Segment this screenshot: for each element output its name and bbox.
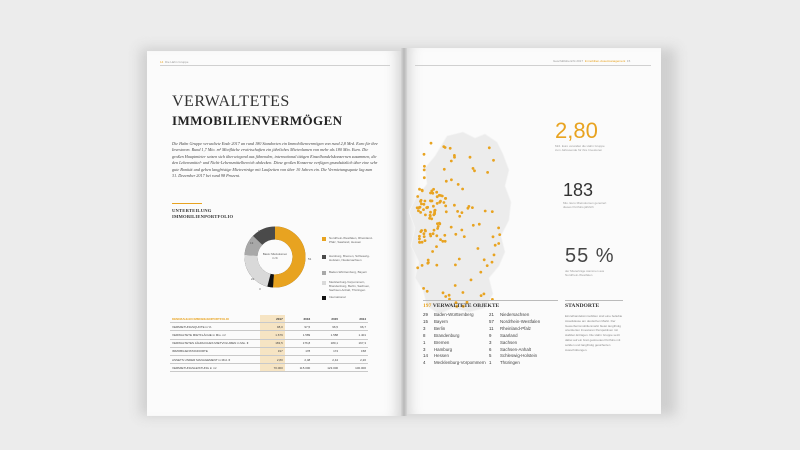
table-cell: 70.000: [260, 364, 285, 372]
location-dot: [438, 222, 441, 225]
location-dot: [461, 211, 464, 214]
list-item: 57 Nordrhein-Westfalen: [489, 318, 541, 324]
location-dot: [424, 200, 427, 203]
location-dot: [424, 214, 427, 217]
table-cell: 2,20: [340, 355, 368, 363]
table-row: [170, 347, 368, 355]
list-item: 8 Brandenburg: [423, 332, 460, 338]
location-dot: [472, 167, 475, 170]
table-cell: 1.401: [340, 331, 368, 339]
location-dot: [444, 197, 447, 200]
location-dot: [416, 266, 419, 269]
location-dot: [420, 199, 423, 202]
location-dot: [450, 178, 453, 181]
legend-item-5: International: [329, 295, 346, 299]
location-dot: [445, 180, 448, 183]
location-dot: [443, 234, 446, 237]
location-dot: [437, 225, 440, 228]
location-dot: [462, 291, 465, 294]
location-dot: [422, 287, 425, 290]
legend-item-4: Mecklenburg-Vorpommern, Brandenburg, Berlin, Sachsen, Sachsen-Anhalt, Thüringen: [329, 280, 370, 292]
table-row: [170, 364, 368, 372]
location-dot: [469, 156, 472, 159]
location-dot: [433, 229, 436, 232]
table-cell: 98,0: [260, 323, 285, 331]
location-dot: [418, 241, 421, 244]
standorte-heading: STANDORTE: [565, 303, 600, 309]
standorte-rule: [565, 300, 623, 301]
legend-swatch-5: [322, 296, 326, 300]
location-dot: [431, 250, 434, 253]
table-cell: 1.679: [260, 331, 285, 339]
objects-list-left: [423, 312, 486, 367]
stat-nrw-caption: der Mieterträge stammen aus Nordrhein-Westfalen: [565, 269, 605, 277]
location-dot: [449, 147, 452, 150]
germany-locations-map: [405, 128, 515, 328]
location-dot: [457, 183, 460, 186]
location-dot: [463, 235, 466, 238]
location-dot: [479, 271, 482, 274]
location-dot: [422, 208, 425, 211]
table-header-2016: 2016: [285, 315, 312, 323]
table-cell: 167,3: [340, 339, 368, 347]
table-row: [170, 355, 368, 363]
location-dot: [416, 195, 419, 198]
table-cell: 2,80: [260, 355, 285, 363]
stat-nrw-value: 55 %: [565, 245, 615, 267]
list-item: 29 Baden-Württemberg: [423, 312, 474, 317]
list-item: 3 Berlin: [423, 325, 446, 331]
list-item: 15 Bayern: [423, 318, 448, 324]
table-cell: VERWALTETES JÄHRLICHES MIETVOLUMEN in Mio. €: [170, 339, 260, 347]
location-dot: [436, 202, 439, 205]
legend-swatch-2: [322, 255, 326, 259]
location-dot: [486, 264, 489, 267]
table-cell: 2,44: [312, 355, 340, 363]
location-dot: [439, 238, 442, 241]
page-title-line1: VERWALTETES: [172, 93, 290, 110]
location-dot: [471, 206, 474, 209]
location-dot: [456, 210, 459, 213]
list-item: 21 Niedersachsen: [489, 312, 530, 317]
location-dot: [418, 238, 421, 241]
list-item: 5 Schleswig-Holstein: [489, 353, 538, 359]
table-cell: 180,1: [312, 339, 340, 347]
donut-label-51: 51: [308, 257, 312, 261]
list-item: 6 Sachsen-Anhalt: [489, 346, 531, 352]
table-header-2015: 2015: [312, 315, 340, 323]
location-dot: [458, 215, 461, 218]
location-dot: [480, 294, 483, 297]
location-dot: [492, 159, 495, 162]
location-dot: [470, 279, 473, 282]
location-dot: [426, 290, 429, 293]
location-dot: [427, 261, 430, 264]
table-cell: ASSETS UNDER MANAGEMENT in Mrd. €: [170, 355, 260, 363]
location-dot: [430, 200, 433, 203]
donut-label-13: 13: [250, 241, 254, 245]
location-dot: [497, 227, 500, 230]
location-dot: [423, 232, 426, 235]
running-head-right: Geschäftsbericht 2017 Immobilien-Assetmanagement 15: [553, 59, 631, 63]
location-dot: [421, 264, 424, 267]
location-dot: [423, 165, 426, 168]
table-header-row: [170, 315, 368, 323]
stat-rent-value: 183: [563, 180, 594, 200]
location-dot: [454, 233, 457, 236]
table-cell: VERMIETUNGSLEISTUNG in m²: [170, 364, 260, 372]
location-dot: [461, 188, 464, 191]
location-dot: [483, 293, 486, 296]
key-figures-table: [170, 315, 368, 372]
list-item: 9 Saarland: [489, 332, 518, 338]
location-dot: [488, 146, 491, 149]
location-dot: [426, 206, 429, 209]
table-cell: 96,7: [340, 323, 368, 331]
location-dot: [491, 210, 494, 213]
location-dot: [442, 291, 445, 294]
location-dot: [441, 240, 444, 243]
list-item: 3 Hamburg: [423, 346, 453, 352]
table-cell: 100.000: [340, 364, 368, 372]
objects-count: 197: [423, 303, 432, 309]
location-dot: [453, 156, 456, 159]
location-dot: [429, 214, 432, 217]
location-dot: [454, 284, 457, 287]
table-cell: 123.000: [312, 364, 340, 372]
location-dot: [445, 210, 448, 213]
legend-item-3: Baden-Württemberg, Bayern: [329, 270, 368, 274]
header-rule: [160, 65, 390, 66]
location-dot: [458, 258, 461, 261]
location-dot: [418, 235, 421, 238]
table-row: [170, 323, 368, 331]
location-dot: [421, 241, 424, 244]
table-cell: VERWALTETE MIETFLÄCHE in Mio. m²: [170, 331, 260, 339]
location-dot: [468, 205, 471, 208]
stat-aum-caption: Mrd. Euro verwaltet die Hahn Gruppe zum Jahresende für ihre Investoren: [555, 144, 605, 152]
location-dot: [433, 212, 436, 215]
location-dot: [427, 259, 430, 262]
legend-swatch-3: [322, 271, 326, 275]
location-dot: [498, 233, 501, 236]
germany-outline: [409, 132, 511, 314]
table-row: [170, 339, 368, 347]
table-cell: VERMIETUNGSQUOTE in %: [170, 323, 260, 331]
location-dot: [444, 295, 447, 298]
location-dot: [497, 242, 500, 245]
table-cell: 2,48: [285, 355, 312, 363]
objects-rule: [423, 300, 558, 301]
section-rule: [172, 203, 202, 204]
location-dot: [450, 226, 453, 229]
location-dot: [424, 229, 427, 232]
location-dot: [473, 169, 476, 172]
location-dot: [483, 258, 486, 261]
location-dot: [419, 211, 422, 214]
list-item: 3 Sachsen: [489, 339, 518, 345]
location-dot: [423, 235, 426, 238]
legend-swatch-4: [322, 281, 326, 285]
table-header-label: KENNZAHLEN IMMOBILIENPORTFOLIO: [170, 315, 260, 323]
location-dot: [443, 201, 446, 204]
legend-item-1: Nordrhein-Westfalen, Rheinland-Pfalz, Saarland, Hessen: [329, 236, 373, 244]
location-dot: [493, 254, 496, 257]
location-dot: [423, 153, 426, 156]
table-header-2017: 2017: [260, 315, 285, 323]
table-row: [170, 331, 368, 339]
table-cell: 97,5: [285, 323, 312, 331]
list-item: 1 Thüringen: [489, 360, 520, 366]
donut-label-11: 11: [258, 229, 262, 233]
table-cell: 176,8: [285, 339, 312, 347]
location-dot: [423, 203, 426, 206]
location-dot: [486, 171, 489, 174]
stat-rent-caption: Mio. Euro Mietvolumen generiert dieses Portfolio jährlich: [563, 201, 607, 209]
location-dot: [492, 235, 495, 238]
location-dot: [417, 209, 420, 212]
location-dot: [454, 264, 457, 267]
list-item: 4 Mecklenburg-Vorpommern: [423, 360, 486, 366]
objects-heading: [423, 303, 499, 309]
location-dot: [494, 244, 497, 247]
list-item: 11 Rheinland-Pfalz: [489, 325, 531, 331]
donut-center-label: [259, 253, 291, 260]
book-gutter: [401, 48, 407, 416]
location-dot: [429, 235, 432, 238]
location-dot: [439, 194, 442, 197]
legend-item-2: Hamburg, Bremen, Schleswig-Holstein, Niedersachsen: [329, 254, 370, 262]
location-dot: [472, 224, 475, 227]
running-head: 14 Die Hahn Gruppe: [160, 60, 189, 64]
table-cell: 1.588: [312, 331, 340, 339]
location-dot: [429, 211, 432, 214]
table-header-2014: 2014: [340, 315, 368, 323]
location-dot: [484, 210, 487, 213]
location-dot: [419, 230, 422, 233]
donut-label-22: 22: [251, 277, 255, 281]
donut-label-3: 3: [259, 287, 261, 291]
location-dot: [448, 294, 451, 297]
location-dot: [418, 188, 421, 191]
location-dot: [432, 232, 435, 235]
location-dot: [444, 146, 447, 149]
location-dot: [435, 234, 438, 237]
stat-aum-value: 2,80: [555, 118, 598, 143]
portfolio-heading-line1: UNTERTEILUNG: [172, 208, 212, 213]
standorte-text: Einzelhandelsimmobilien sind eine beliebte Assetklasse am deutschen Markt. Der Gewerbeimmobilienmarkt bietet langfristig orientierten Investoren Perspektiven mit stabilen Erträgen. Die Hahn Gruppe setzt dabei auf ein breit gestreutes Portfolio mit soliden und langfristig gesicherten Ausschüttungen.: [565, 314, 623, 352]
location-dot: [423, 169, 426, 172]
location-dot: [453, 204, 456, 207]
right-page: [405, 48, 661, 414]
location-dot: [478, 223, 481, 226]
location-dot: [444, 205, 447, 208]
location-dot: [435, 264, 438, 267]
objects-heading-text: VERWALTETE OBJEKTE: [432, 303, 500, 309]
location-dot: [428, 217, 431, 220]
location-dot: [419, 206, 422, 209]
table-cell: 115.000: [285, 364, 312, 372]
table-cell: 158: [340, 347, 368, 355]
table-cell: 178: [285, 347, 312, 355]
table-cell: 1.589: [285, 331, 312, 339]
portfolio-heading-line2: IMMOBILIENPORTFOLIO: [172, 214, 234, 219]
location-dot: [491, 261, 494, 264]
header-rule-right: [415, 65, 651, 66]
location-dot: [477, 247, 480, 250]
location-dot: [432, 205, 435, 208]
location-dot: [444, 240, 447, 243]
list-item: 14 Hessen: [423, 353, 449, 359]
donut-center-line1: Basis: Mietvolumen: [262, 252, 288, 256]
location-dot: [420, 203, 423, 206]
location-dot: [450, 160, 453, 163]
location-dot: [439, 200, 442, 203]
location-dot: [435, 191, 438, 194]
intro-text: Die Hahn Gruppe verwaltete Ende 2017 an rund 180 Standorten ein Immobilienvermögen von rund 2,8 Mrd. Euro für ihre Investoren. Rund 1,7 Mio. m² Mietfläche erwirtschaften ein jährliches Mietvolumen von mehr als 180 Mio. Euro. Die großen Hauptmieter setzen sich überwiegend aus führenden, international tätigen Einzelhandelskonzernen zusammen, die den Lebensmittel- und Nicht-Lebensmittelbereich abdecken. Diese großen Konzerne verfügen grundsätzlich über eine sehr gute Bonität und geben langfristige Mietverträge mit Laufzeiten von über 10 Jahren ein. Die Vermietungsquote lag zum 31. Dezember 2017 bei rund 98 Prozent.: [172, 141, 378, 179]
location-dot: [431, 192, 434, 195]
page-title-line2: IMMOBILIENVERMÖGEN: [172, 113, 343, 128]
list-item: 1 Bremen: [423, 339, 450, 345]
location-dot: [423, 176, 426, 179]
table-cell: 183,5: [260, 339, 285, 347]
table-cell: 96,5: [312, 323, 340, 331]
location-dot: [424, 239, 427, 242]
donut-center-line2: in %: [272, 255, 278, 260]
location-dot: [430, 142, 433, 145]
table-cell: 197: [260, 347, 285, 355]
location-dot: [443, 168, 446, 171]
legend-swatch-1: [322, 237, 326, 241]
location-dot: [460, 229, 463, 232]
location-dot: [435, 245, 438, 248]
table-cell: 174: [312, 347, 340, 355]
table-cell: IMMOBILIENSTANDORTE: [170, 347, 260, 355]
location-dot: [421, 189, 424, 192]
objects-list-right: [489, 312, 540, 367]
